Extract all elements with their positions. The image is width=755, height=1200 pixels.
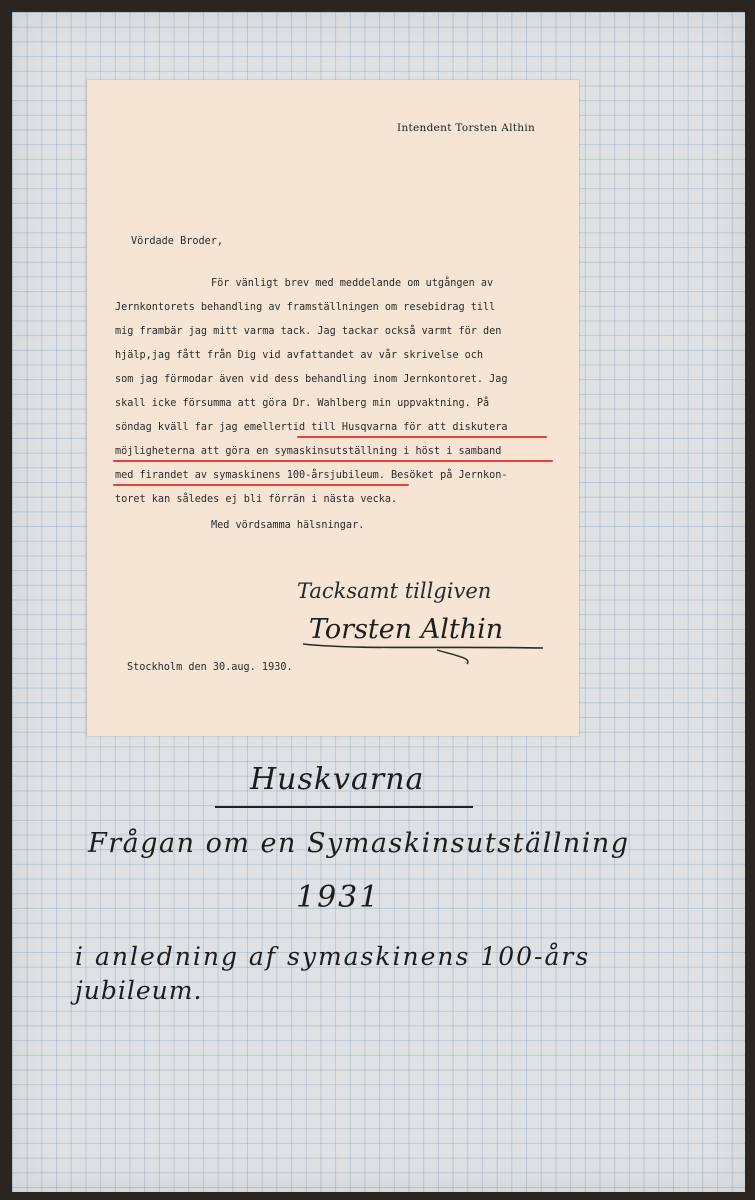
body-line: skall icke försumma att göra Dr. Wahlberg min uppvaktning. På [115, 398, 490, 409]
handwritten-signature [267, 570, 547, 670]
annotation-reason-line: jubileum. [75, 976, 203, 1005]
body-line: mig frambär jag mitt varma tack. Jag tackar också varmt för den [115, 326, 502, 337]
signature-flourish-tail [437, 650, 468, 664]
signature-name: Torsten Althin [309, 614, 504, 645]
annotation-subject: Frågan om en Symaskinsutställning [88, 828, 630, 859]
closing: Med vördsamma hälsningar. [211, 520, 365, 531]
place-date: Stockholm den 30.aug. 1930. [127, 662, 293, 673]
body-line: med firandet av symaskinens 100-årsjubileum. Besöket på Jernkon- [115, 470, 508, 481]
body-line: toret kan således ej bli förrän i nästa vecka. [115, 494, 398, 505]
grid-paper-sheet [12, 12, 745, 1192]
body-line: hjälp,jag fått från Dig vid avfattandet av vår skrivelse och [115, 350, 484, 361]
red-underline [113, 460, 553, 462]
annotation-reason-line: i anledning af symaskinens 100-års [75, 942, 591, 971]
body-line: För vänligt brev med meddelande om utgången av [211, 278, 494, 289]
annotation-title: Huskvarna [250, 762, 425, 797]
body-line: Jernkontorets behandling av framställningen om resebidrag till [115, 302, 496, 313]
body-line: söndag kväll far jag emellertid till Husqvarna för att diskutera [115, 422, 508, 433]
body-line: som jag förmodar även vid dess behandling inom Jernkontoret. Jag [115, 374, 508, 385]
annotation-year: 1931 [296, 880, 381, 915]
red-underline [297, 436, 547, 438]
salutation: Vördade Broder, [131, 236, 224, 247]
typed-letter [87, 80, 579, 736]
body-line: möjligheterna att göra en symaskinsutställning i höst i samband [115, 446, 502, 457]
letterhead: Intendent Torsten Althin [397, 122, 536, 134]
signature-drawing [267, 570, 547, 670]
red-underline [113, 484, 409, 486]
signature-greeting: Tacksamt tillgiven [297, 579, 492, 603]
